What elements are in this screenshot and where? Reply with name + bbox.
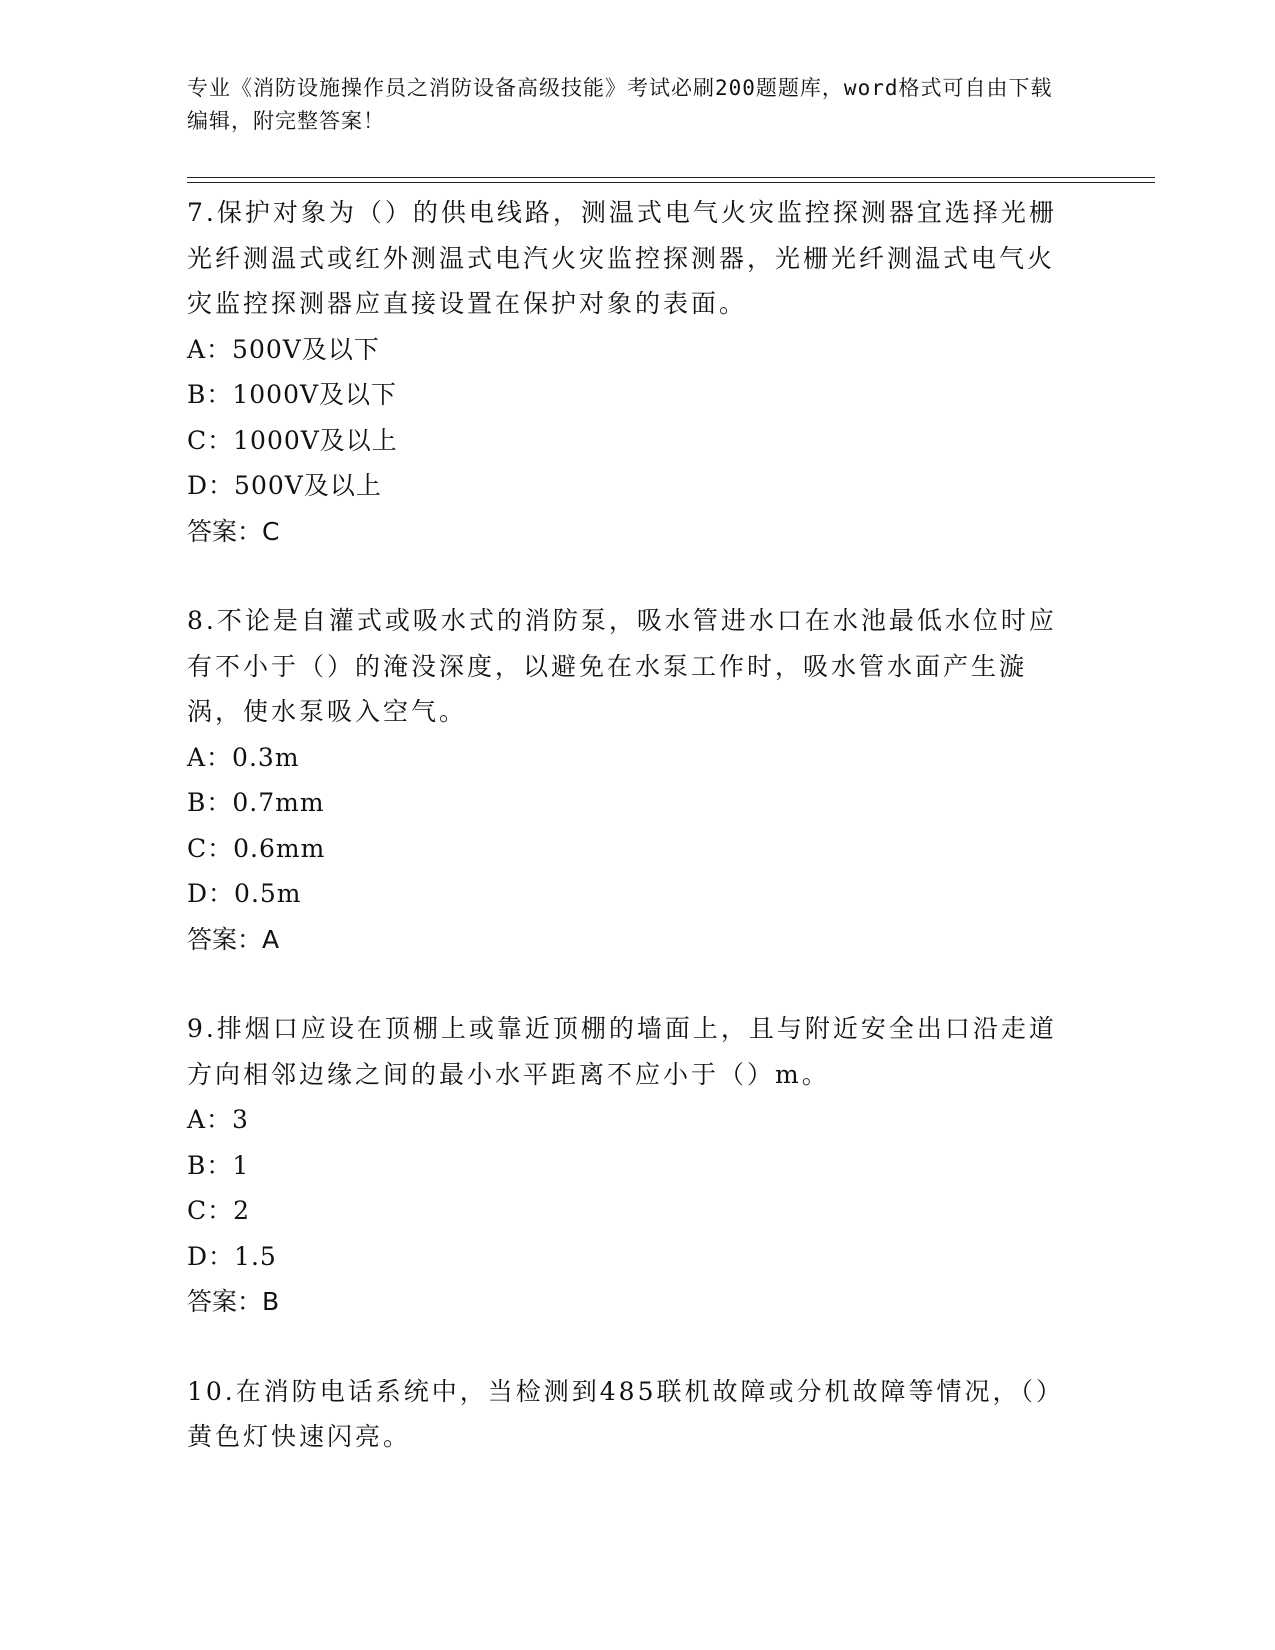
- answer-label: 答案：C: [187, 516, 280, 546]
- answer-label: 答案：B: [187, 1287, 280, 1316]
- header-rule: [187, 177, 1155, 178]
- option-d: D：500V及以上: [187, 471, 382, 500]
- answer-label: 答案：A: [187, 924, 280, 954]
- option-a: A：500V及以下: [187, 334, 380, 364]
- option-a: A：0.3m: [187, 742, 300, 772]
- spacer: [187, 554, 1067, 598]
- spacer: [187, 1325, 1067, 1369]
- question-list: [187, 190, 1067, 1460]
- question-stem: 7.保护对象为（）的供电线路，测温式电气火灾监控探测器宜选择光栅光纤测温式或红外测温式电汽火灾监控探测器，光栅光纤测温式电气火灾监控探测器应直接设置在保护对象的表面。: [187, 198, 1057, 318]
- option-b: B：1000V及以下: [187, 380, 398, 409]
- option-d: D：0.5m: [187, 879, 302, 908]
- option-c: C：2: [187, 1196, 251, 1225]
- question-stem: 10.在消防电话系统中，当检测到485联机故障或分机故障等情况，（）黄色灯快速闪亮。: [187, 1376, 1064, 1451]
- question-stem: 9.排烟口应设在顶棚上或靠近顶棚的墙面上，且与附近安全出口沿走道方向相邻边缘之间的最小水平距离不应小于（）m。: [187, 1014, 1057, 1089]
- question-stem: 8.不论是自灌式或吸水式的消防泵，吸水管进水口在水池最低水位时应有不小于（）的淹没深度，以避免在水泵工作时，吸水管水面产生漩涡，使水泵吸入空气。: [187, 606, 1057, 726]
- option-b: B：0.7mm: [187, 788, 325, 817]
- spacer: [187, 962, 1067, 1006]
- question-10: [187, 1369, 1067, 1460]
- option-c: C：1000V及以上: [187, 425, 398, 455]
- option-a: A：3: [187, 1105, 249, 1134]
- document-header: 专业《消防设施操作员之消防设备高级技能》考试必刷200题题库，word格式可自由下载编辑，附完整答案！: [187, 76, 1053, 133]
- option-c: C：0.6mm: [187, 833, 326, 863]
- question-8: [187, 598, 1067, 962]
- question-7: [187, 190, 1067, 554]
- header-rule: [187, 182, 1155, 183]
- option-d: D：1.5: [187, 1241, 277, 1271]
- question-9: [187, 1006, 1067, 1325]
- option-b: B：1: [187, 1150, 250, 1180]
